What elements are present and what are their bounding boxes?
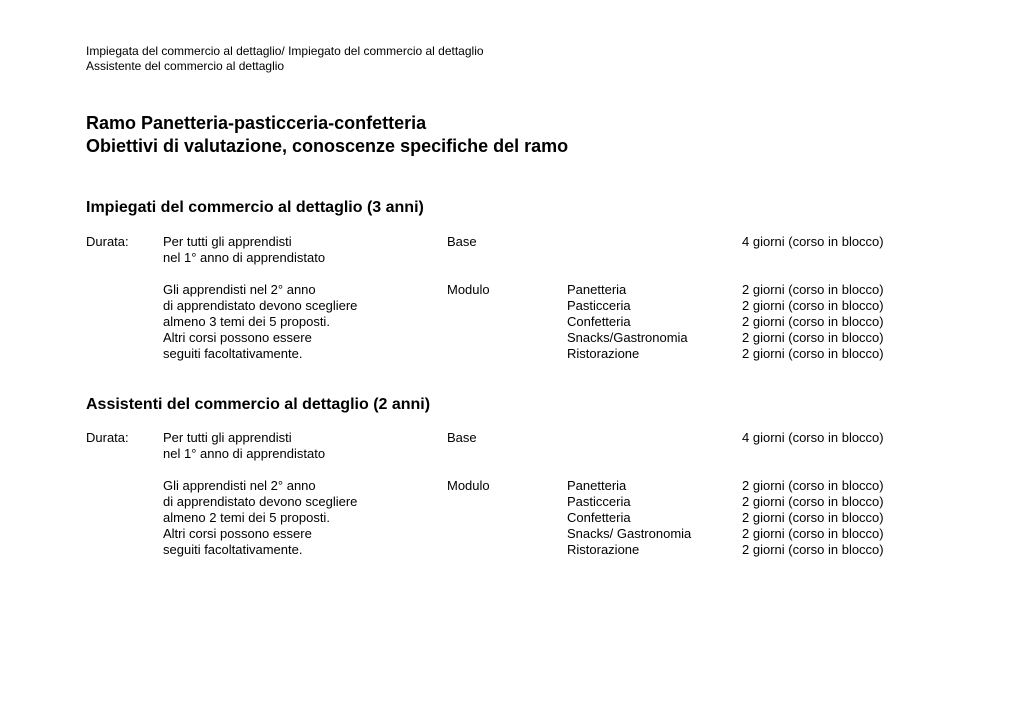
- module-duration: 2 giorni (corso in blocco): [742, 346, 884, 361]
- module-type: Modulo: [447, 282, 490, 297]
- module-topic: Snacks/ Gastronomia: [567, 526, 692, 541]
- module-duration: 2 giorni (corso in blocco): [742, 510, 884, 525]
- module-topic: Pasticceria: [567, 298, 631, 313]
- base-desc-line: Per tutti gli apprendisti: [163, 234, 292, 249]
- section-heading: Impiegati del commercio al dettaglio (3 anni): [86, 199, 424, 216]
- page-subtitle: Obiettivi di valutazione, conoscenze specifiche del ramo: [86, 136, 569, 156]
- duration-label: Durata:: [86, 234, 129, 249]
- module-desc-line: Gli apprendisti nel 2° anno: [163, 478, 316, 493]
- module-desc-line: Altri corsi possono essere: [163, 330, 312, 345]
- module-duration: 2 giorni (corso in blocco): [742, 314, 884, 329]
- module-desc-line: di apprendistato devono scegliere: [163, 494, 358, 509]
- module-type: Modulo: [447, 478, 490, 493]
- base-duration: 4 giorni (corso in blocco): [742, 430, 884, 445]
- module-desc-line: Altri corsi possono essere: [163, 526, 312, 541]
- module-duration: 2 giorni (corso in blocco): [742, 298, 884, 313]
- module-desc-line: seguiti facoltativamente.: [163, 346, 303, 361]
- module-desc-line: almeno 2 temi dei 5 proposti.: [163, 510, 330, 525]
- module-duration: 2 giorni (corso in blocco): [742, 542, 884, 557]
- duration-label: Durata:: [86, 430, 129, 445]
- section-heading: Assistenti del commercio al dettaglio (2 anni): [86, 396, 431, 413]
- base-desc-line: nel 1° anno di apprendistato: [163, 446, 326, 461]
- module-desc-line: di apprendistato devono scegliere: [163, 298, 358, 313]
- module-duration: 2 giorni (corso in blocco): [742, 282, 884, 297]
- module-topic: Panetteria: [567, 478, 627, 493]
- header-line-1: Impiegata del commercio al dettaglio/ Impiegato del commercio al dettaglio: [86, 44, 484, 58]
- module-duration: 2 giorni (corso in blocco): [742, 494, 884, 509]
- base-desc-line: Per tutti gli apprendisti: [163, 430, 292, 445]
- header-line-2: Assistente del commercio al dettaglio: [86, 59, 285, 73]
- module-topic: Ristorazione: [567, 542, 640, 557]
- module-desc-line: Gli apprendisti nel 2° anno: [163, 282, 316, 297]
- module-topic: Confetteria: [567, 314, 631, 329]
- base-type: Base: [447, 430, 477, 445]
- base-desc-line: nel 1° anno di apprendistato: [163, 250, 326, 265]
- module-desc-line: almeno 3 temi dei 5 proposti.: [163, 314, 330, 329]
- module-topic: Confetteria: [567, 510, 631, 525]
- module-topic: Ristorazione: [567, 346, 640, 361]
- base-type: Base: [447, 234, 477, 249]
- module-duration: 2 giorni (corso in blocco): [742, 330, 884, 345]
- module-topic: Panetteria: [567, 282, 627, 297]
- base-duration: 4 giorni (corso in blocco): [742, 234, 884, 249]
- module-desc-line: seguiti facoltativamente.: [163, 542, 303, 557]
- module-topic: Snacks/Gastronomia: [567, 330, 688, 345]
- module-topic: Pasticceria: [567, 494, 631, 509]
- module-duration: 2 giorni (corso in blocco): [742, 526, 884, 541]
- module-duration: 2 giorni (corso in blocco): [742, 478, 884, 493]
- page-title: Ramo Panetteria-pasticceria-confetteria: [86, 113, 427, 133]
